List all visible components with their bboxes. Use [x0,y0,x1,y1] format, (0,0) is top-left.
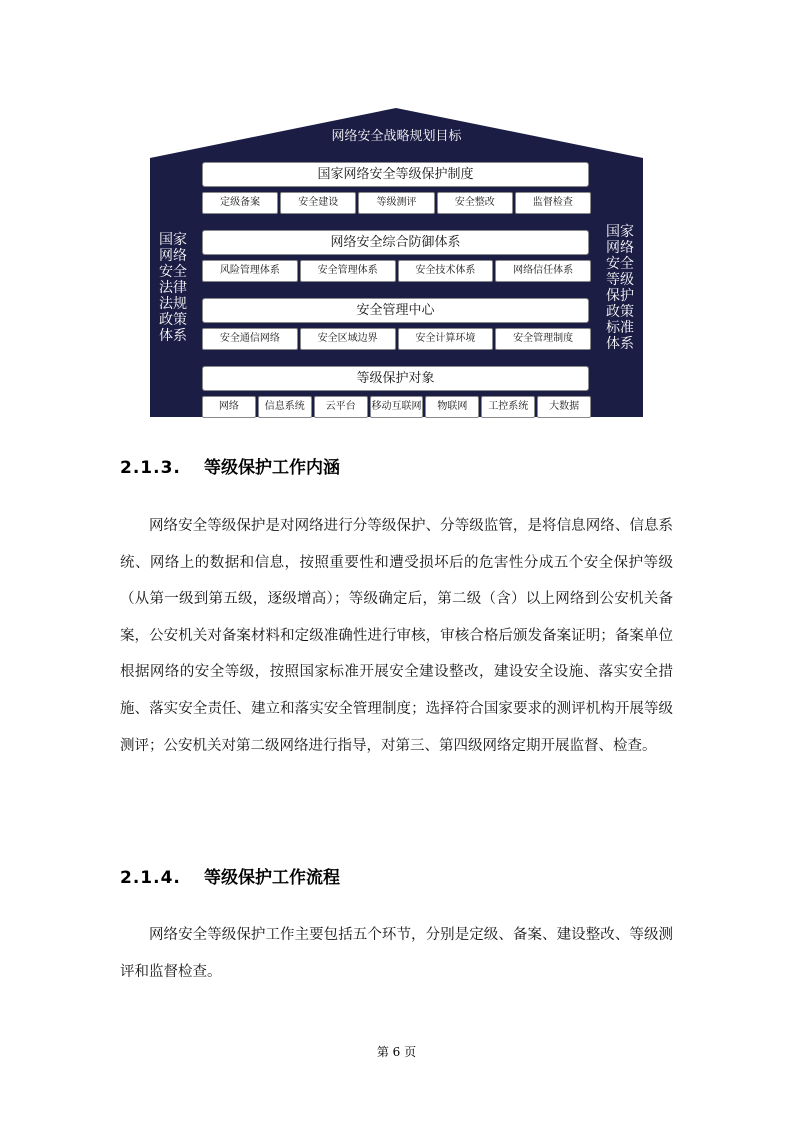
level-item: 安全管理制度 [495,328,591,350]
level-items-row [202,328,591,350]
level-item: 等级测评 [358,192,434,214]
level-item: 物联网 [425,396,479,418]
level-item: 云平台 [314,396,368,418]
section-heading [120,456,340,480]
level-title: 等级保护对象 [202,366,589,391]
level-item: 网络 [202,396,256,418]
section-heading [120,866,340,890]
level-title: 网络安全综合防御体系 [202,230,589,255]
section-body: 网络安全等级保护是对网络进行分等级保护、分等级监管，是将信息网络、信息系统、网络上的数据和信息，按照重要性和遭受损坏后的危害性分成五个安全保护等级（从第一级到第五级，逐级增高）；等级确定后，第二级（含）以上网络到公安机关备案，公安机关对备案材料和定级准确性进行审核，审核合格后颁发备案证明；备案单位根据网络的安全等级，按照国家标准开展安全建设整改，建设安全设施、落实安全措施、落实安全责任、建立和落实安全管理制度；选择符合国家要求的测评机构开展等级测评；公安机关对第二级网络进行指导，对第三、第四级网络定期开展监督、检查。 [120,518,673,754]
section-number: 2.1.3. [120,458,181,478]
level-items-row [202,260,591,282]
section-number: 2.1.4. [120,868,181,888]
level-item: 安全计算环境 [398,328,494,350]
section-body: 网络安全等级保护工作主要包括五个环节，分别是定级、备案、建设整改、等级测评和监督检查。 [120,927,673,980]
level-title: 安全管理中心 [202,298,589,323]
level-item: 风险管理体系 [202,260,298,282]
diagram-core [196,158,597,417]
level-item: 安全整改 [437,192,513,214]
right-pillar-label: 国家网络安全等级保护政策标准体系 [606,223,634,352]
level-items-row [202,396,591,418]
page-number: 第 6 页 [376,1045,417,1059]
security-architecture-diagram [150,106,643,417]
level-item: 监督检查 [515,192,591,214]
level-item: 网络信任体系 [495,260,591,282]
level-item: 安全通信网络 [202,328,298,350]
level-item: 信息系统 [258,396,312,418]
level-item: 工控系统 [481,396,535,418]
level-item: 安全管理体系 [300,260,396,282]
left-pillar-laws [150,158,196,417]
section-title: 等级保护工作流程 [204,868,340,888]
level-items-row [202,192,591,214]
level-title: 国家网络安全等级保护制度 [202,162,589,187]
level-item: 安全技术体系 [398,260,494,282]
level-item: 安全建设 [280,192,356,214]
level-item: 安全区域边界 [300,328,396,350]
level-item: 移动互联网 [370,396,424,418]
strategy-goal-title: 网络安全战略规划目标 [331,129,462,144]
right-pillar-standards [597,158,643,417]
level-item: 大数据 [537,396,591,418]
section-title: 等级保护工作内涵 [204,458,340,478]
left-pillar-label: 国家网络安全法律法规政策体系 [159,231,187,344]
level-item: 定级备案 [202,192,278,214]
